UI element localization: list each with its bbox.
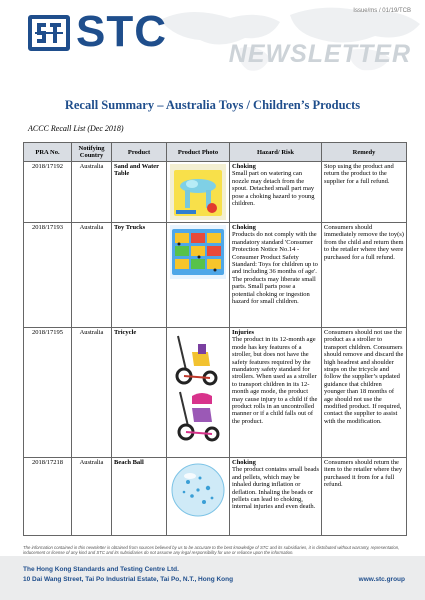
footer-address: 10 Dai Wang Street, Tai Po Industrial Estate, Tai Po, N.T., Hong Kong <box>23 576 234 583</box>
pra-number: 2018/17218 <box>24 458 72 536</box>
stc-logo-icon <box>32 19 66 47</box>
notifying-country: Australia <box>72 162 112 223</box>
remedy-cell: Consumers should immediately remove the toy(s) from the child and return them to the retailer where they were purchased for a full refund. <box>322 223 407 328</box>
column-header: Product Photo <box>167 143 230 162</box>
pra-number: 2018/17192 <box>24 162 72 223</box>
notifying-country: Australia <box>72 458 112 536</box>
pra-number: 2018/17195 <box>24 328 72 458</box>
footer-company-name: The Hong Kong Standards and Testing Centre Ltd. <box>23 566 179 573</box>
hazard-description: Products do not comply with the mandatory standard 'Consumer Protection Notice No.14 - Consumer Product Safety Standard: Toys for children up to and including 36 months of age'. The products may liberate small parts. Small parts pose a potential choking or ingestion hazard for small children. <box>232 231 318 306</box>
table-row <box>24 458 407 536</box>
hazard-title: Injuries <box>232 329 255 336</box>
product-photo-cell <box>167 458 230 536</box>
table-header-row <box>24 143 407 162</box>
column-header: Remedy <box>322 143 407 162</box>
column-header: Product <box>112 143 167 162</box>
notifying-country: Australia <box>72 223 112 328</box>
hazard-title: Choking <box>232 224 256 231</box>
hazard-cell <box>230 223 322 328</box>
stc-logo-mark <box>28 15 70 51</box>
product-name: Beach Ball <box>112 458 167 536</box>
footer-website-link[interactable]: www.stc.group <box>358 576 405 583</box>
newsletter-label: NEWSLETTER <box>228 40 411 68</box>
notifying-country: Australia <box>72 328 112 458</box>
remedy-cell: Stop using the product and return the product to the supplier for a full refund. <box>322 162 407 223</box>
beach-ball-photo <box>170 460 226 520</box>
product-photo-cell <box>167 328 230 458</box>
hazard-cell <box>230 458 322 536</box>
recall-table <box>23 142 407 536</box>
product-name: Sand and Water Table <box>112 162 167 223</box>
remedy-cell: Consumers should return the item to the retailer where they purchased it from for a full refund. <box>322 458 407 536</box>
newsletter-header <box>0 0 425 78</box>
column-header: PRA No. <box>24 143 72 162</box>
column-header: Notifying Country <box>72 143 112 162</box>
table-row <box>24 162 407 223</box>
hazard-description: The product in its 12-month age mode has key features of a stroller, but does not have the safety features required by the mandatory safety standard for strollers. When used as a stroller to transport children in its 12-month age mode, the product may cause injury to a child if the product rolls in an uncontrolled manner or if a child falls out of the product. <box>232 336 318 425</box>
table-row <box>24 223 407 328</box>
product-photo-cell <box>167 162 230 223</box>
issue-reference: Issue/ms / 01/19/TCB <box>353 8 411 14</box>
product-name: Toy Trucks <box>112 223 167 328</box>
remedy-cell: Consumers should not use the product as a stroller to transport children. Consumers should remove and discard the high headrest and shoulder straps on the tricycle and follow the supplier’s updated guidance that children younger than 18 months of age should not use the modified product. If required, contact the supplier to assist with the modification. <box>322 328 407 458</box>
page-subtitle: ACCC Recall List (Dec 2018) <box>28 124 124 133</box>
sand-water-table-photo <box>170 164 226 220</box>
column-header: Hazard/ Risk <box>230 143 322 162</box>
hazard-cell <box>230 328 322 458</box>
product-photo-cell <box>167 223 230 328</box>
hazard-description: Small part on watering can nozzle may detach from the spout. Detached small part may pose a choking hazard to young children. <box>232 170 315 208</box>
disclaimer-text: The information contained in this newsletter is obtained from sources believed by us to be accurate to the best knowledge of STC and its subsidiaries, it is distributed without warranty, representation, inducement or license of any kind and STC and its subsidiaries do not assume any legal responsibility for use or reliance upon the information. <box>23 545 400 556</box>
tricycle-photo <box>170 330 226 448</box>
table-row <box>24 328 407 458</box>
hazard-cell <box>230 162 322 223</box>
pra-number: 2018/17193 <box>24 223 72 328</box>
page-title: Recall Summary – Australia Toys / Children’s Products <box>64 98 361 112</box>
toy-trucks-photo <box>170 225 226 279</box>
hazard-title: Choking <box>232 459 256 466</box>
hazard-description: The product contains small beads and pellets, which may be inhaled during inflation or deflation. Inhaling the beads or pellets can lead to choking, internal injuries and even death. <box>232 466 320 511</box>
stc-logo-text: STC <box>76 7 167 56</box>
product-name: Tricycle <box>112 328 167 458</box>
hazard-title: Choking <box>232 163 256 170</box>
